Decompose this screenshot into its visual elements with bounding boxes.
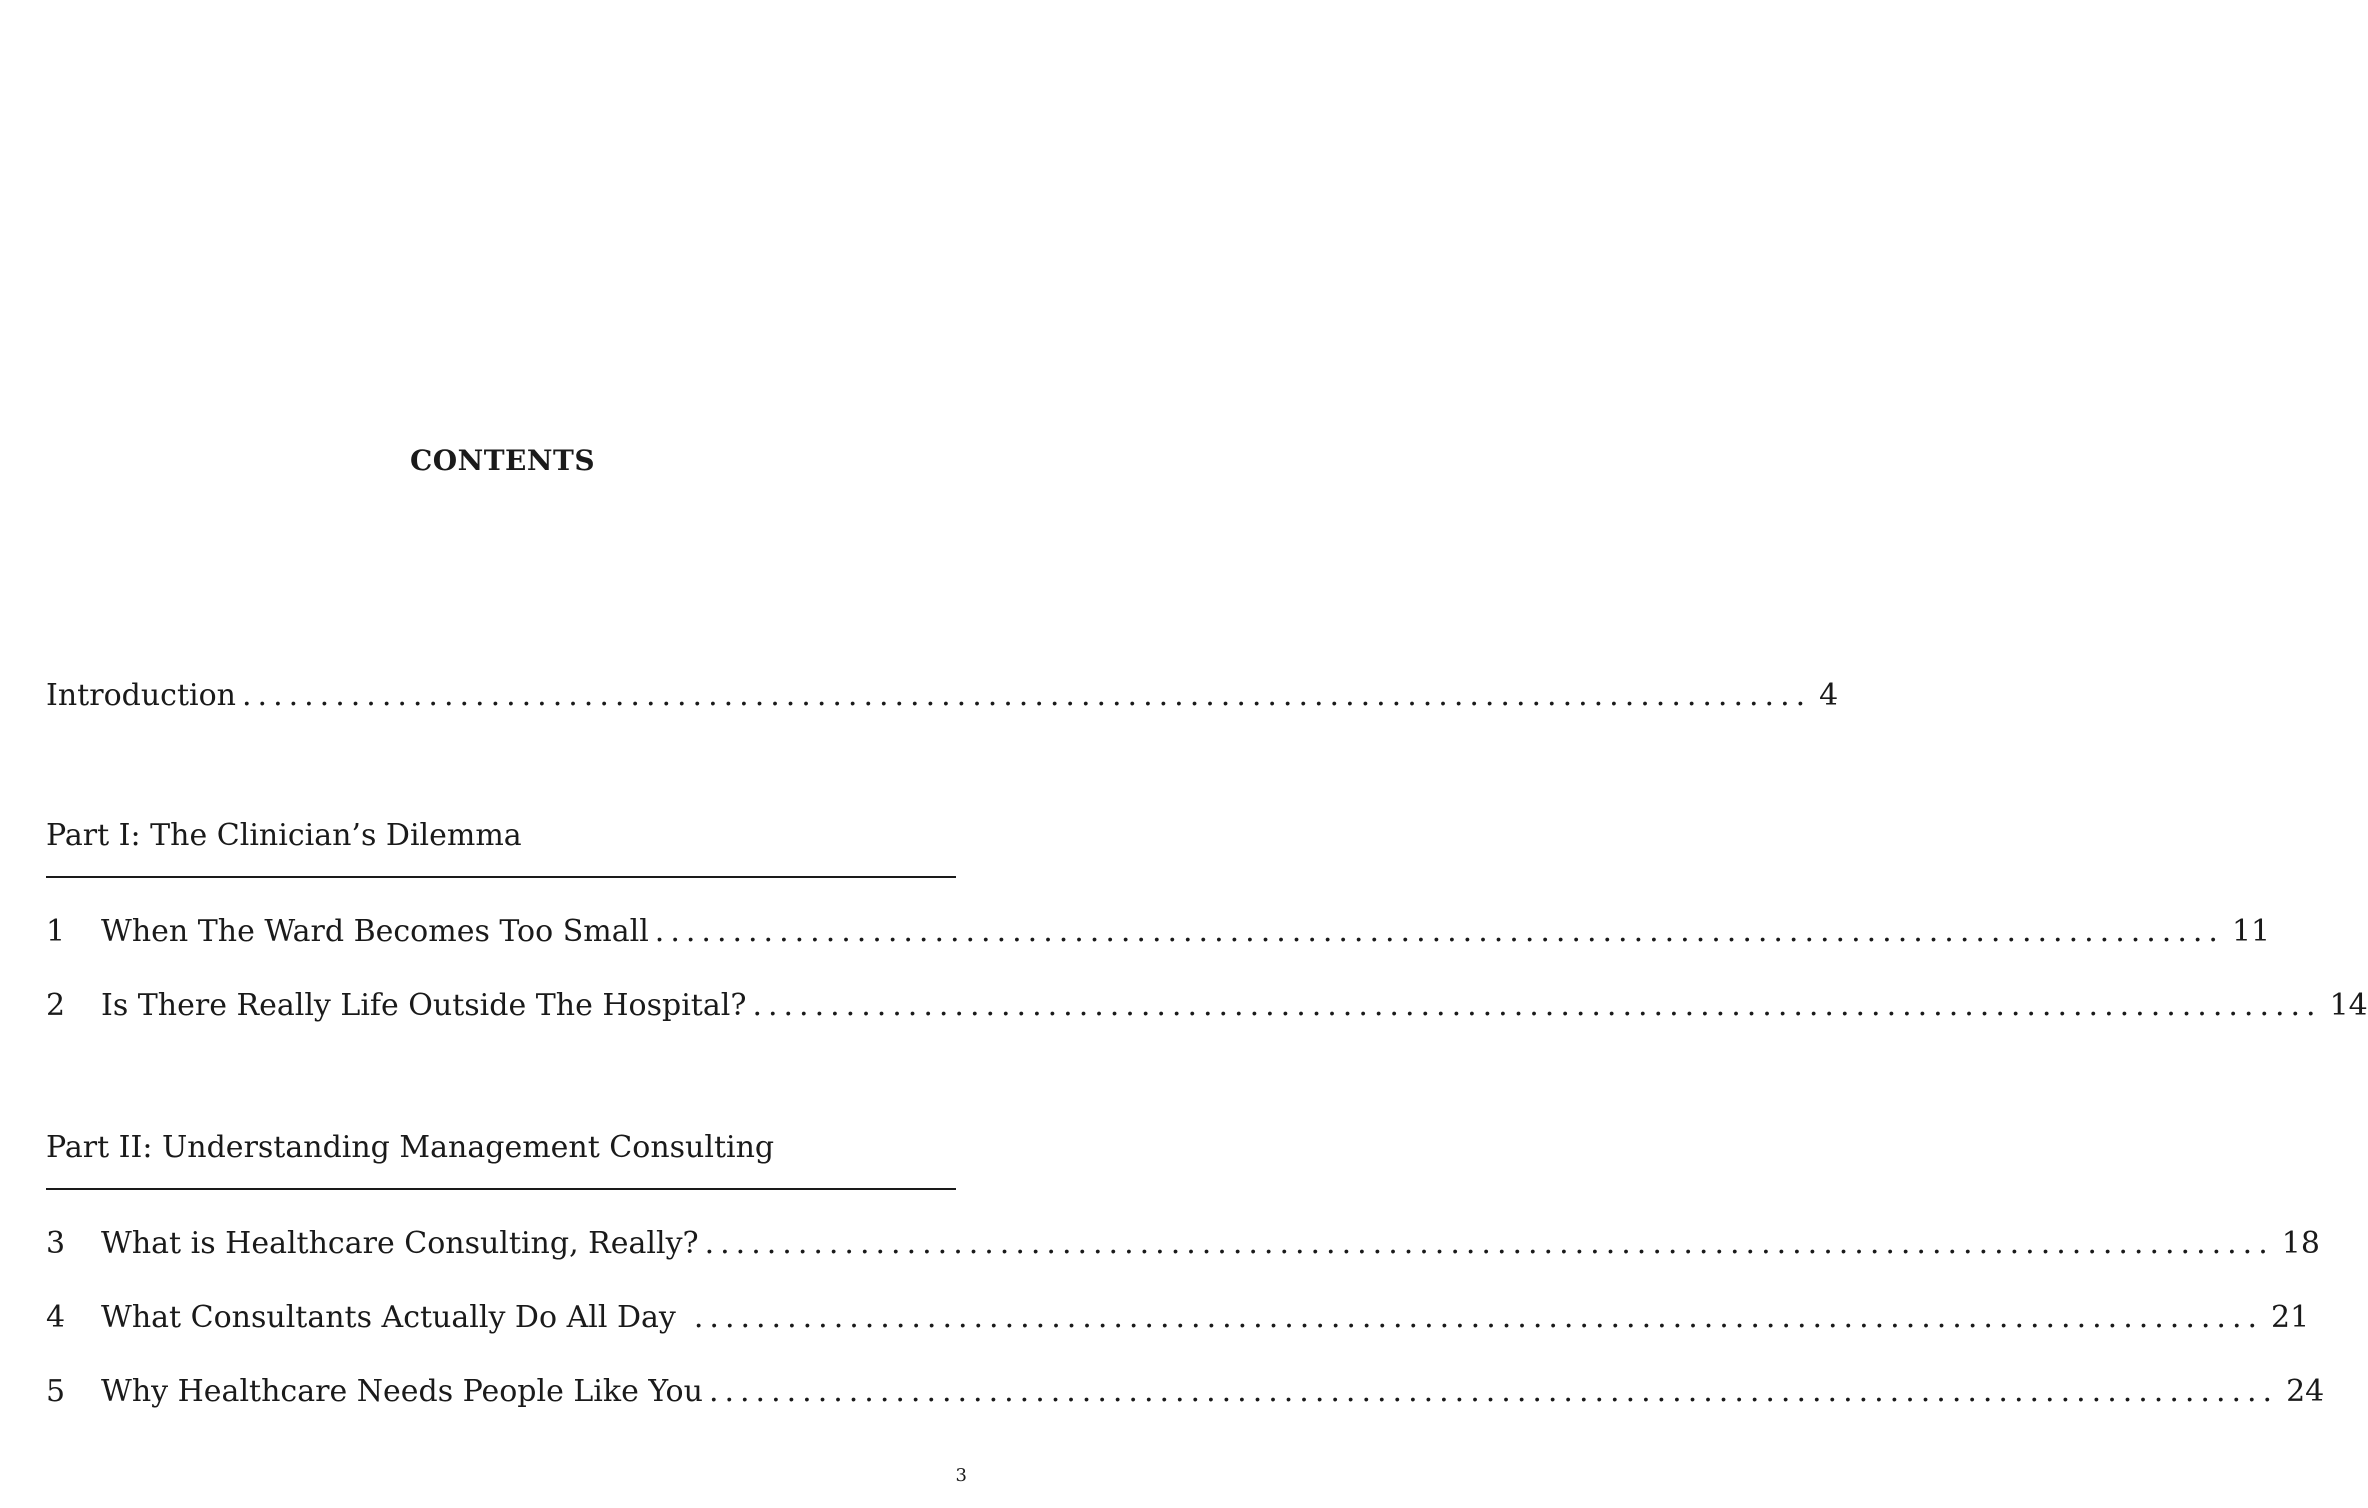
toc-entry-chapter-1[interactable] — [46, 914, 2271, 949]
toc-entry-chapter-5[interactable] — [46, 1374, 2325, 1409]
chapter-number: 5 — [46, 1374, 66, 1409]
toc-entry-page: 21 — [2271, 1300, 2310, 1335]
chapter-number: 2 — [46, 988, 66, 1023]
toc-entry-title: When The Ward Becomes Too Small — [101, 914, 649, 949]
toc-entry-page: 18 — [2281, 1226, 2320, 1261]
dot-leader: ..................................................................................................... — [752, 988, 2322, 1023]
toc-entry-page: 4 — [1819, 678, 1839, 713]
toc-entry-page: 24 — [2286, 1374, 2325, 1409]
toc-entry-chapter-3[interactable] — [46, 1226, 2320, 1261]
toc-entry-title: Is There Really Life Outside The Hospital? — [101, 988, 747, 1023]
dot-leader: ..................................................................................................... — [693, 1300, 2264, 1335]
part-heading-2: Part II: Understanding Management Consulting — [46, 1130, 775, 1165]
toc-entry-title: Introduction — [46, 678, 236, 713]
dot-leader: ..................................................................................................... — [654, 914, 2224, 949]
toc-entry-title: What Consultants Actually Do All Day — [101, 1300, 676, 1335]
dot-leader: ..................................................................................................... — [708, 1374, 2279, 1409]
dot-leader: ..................................................................................................... — [242, 678, 1812, 713]
toc-entry-page: 11 — [2231, 914, 2271, 949]
toc-entry-page: 14 — [2329, 988, 2368, 1023]
part-divider — [46, 1188, 956, 1190]
part-heading-1: Part I: The Clinician’s Dilemma — [46, 818, 522, 853]
page-number: 3 — [955, 1465, 967, 1486]
dot-leader: ..................................................................................................... — [704, 1226, 2274, 1261]
chapter-number: 3 — [46, 1226, 66, 1261]
toc-entry-title: Why Healthcare Needs People Like You — [101, 1374, 703, 1409]
toc-entry-title: What is Healthcare Consulting, Really? — [101, 1226, 699, 1261]
toc-entry-chapter-4[interactable] — [46, 1300, 2310, 1335]
page-title: CONTENTS — [409, 444, 596, 477]
chapter-number: 4 — [46, 1300, 66, 1335]
toc-entry-introduction[interactable] — [46, 678, 1839, 713]
toc-entry-chapter-2[interactable] — [46, 988, 2368, 1023]
chapter-number: 1 — [46, 914, 66, 949]
part-divider — [46, 876, 956, 878]
